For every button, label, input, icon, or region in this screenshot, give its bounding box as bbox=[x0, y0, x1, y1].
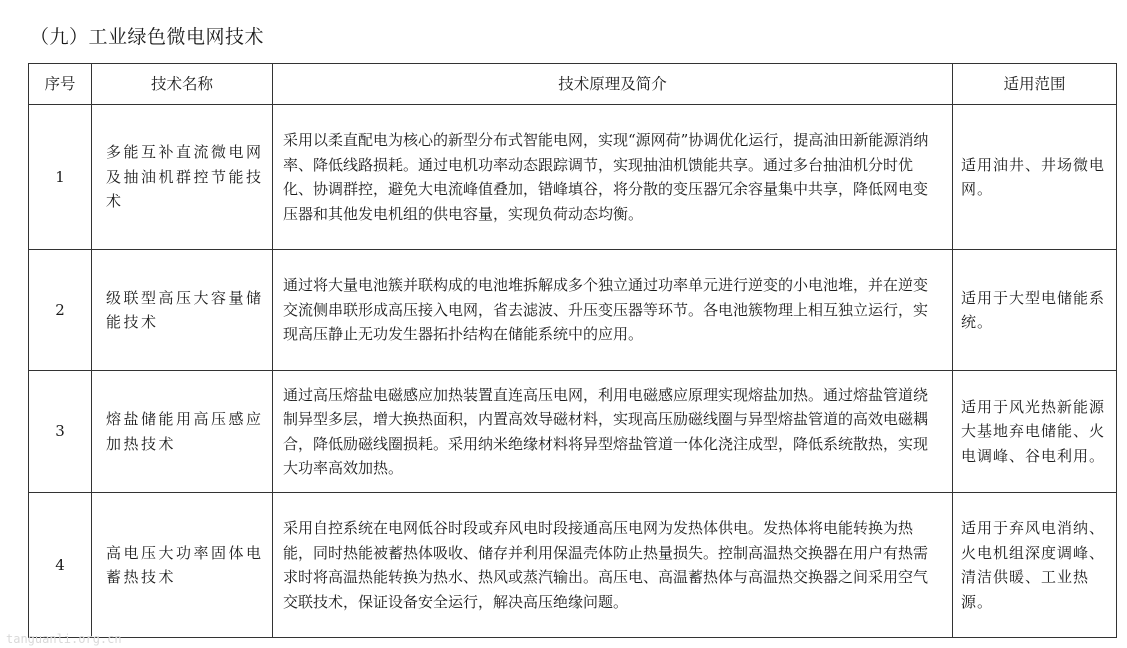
row-index: 1 bbox=[29, 105, 92, 250]
table-row bbox=[29, 250, 1117, 371]
table-row bbox=[29, 493, 1117, 638]
row-principle: 采用自控系统在电网低谷时段或弃风电时段接通高压电网为发热体供电。发热体将电能转换为热能，同时热能被蓄热体吸收、储存并利用保温壳体防止热量损失。控制高温热交换器在用户有热需求时将高温热能转换为热水、热风或蒸汽输出。高压电、高温蓄热体与高温热交换器之间采用空气交联技术，保证设备安全运行，解决高压绝缘问题。 bbox=[273, 493, 953, 638]
row-index: 2 bbox=[29, 250, 92, 371]
row-principle: 通过高压熔盐电磁感应加热装置直连高压电网，利用电磁感应原理实现熔盐加热。通过熔盐管道绕制异型多层，增大换热面积，内置高效导磁材料，实现高压励磁线圈与异型熔盐管道的高效电磁耦合，降低励磁线圈损耗。采用纳米绝缘材料将异型熔盐管道一体化浇注成型，降低系统散热，实现大功率高效加热。 bbox=[273, 371, 953, 493]
table-row bbox=[29, 371, 1117, 493]
row-tech-name: 级联型高压大容量储能技术 bbox=[92, 250, 273, 371]
technology-table bbox=[28, 63, 1117, 638]
row-principle: 采用以柔直配电为核心的新型分布式智能电网，实现“源网荷”协调优化运行，提高油田新能源消纳率、降低线路损耗。通过电机功率动态跟踪调节，实现抽油机馈能共享。通过多台抽油机分时优化、协调群控，避免大电流峰值叠加，错峰填谷，将分散的变压器冗余容量集中共享，降低网电变压器和其他发电机组的供电容量，实现负荷动态均衡。 bbox=[273, 105, 953, 250]
row-scope: 适用于风光热新能源大基地弃电储能、火电调峰、谷电利用。 bbox=[953, 371, 1117, 493]
row-index: 4 bbox=[29, 493, 92, 638]
row-scope: 适用油井、井场微电网。 bbox=[953, 105, 1117, 250]
row-scope: 适用于大型电储能系统。 bbox=[953, 250, 1117, 371]
header-scope: 适用范围 bbox=[953, 64, 1117, 105]
header-principle: 技术原理及简介 bbox=[273, 64, 953, 105]
table-row bbox=[29, 105, 1117, 250]
row-tech-name: 熔盐储能用高压感应加热技术 bbox=[92, 371, 273, 493]
row-index: 3 bbox=[29, 371, 92, 493]
row-scope: 适用于弃风电消纳、火电机组深度调峰、清洁供暖、工业热源。 bbox=[953, 493, 1117, 638]
header-tech-name: 技术名称 bbox=[92, 64, 273, 105]
row-tech-name: 多能互补直流微电网及抽油机群控节能技术 bbox=[92, 105, 273, 250]
row-principle: 通过将大量电池簇并联构成的电池堆拆解成多个独立通过功率单元进行逆变的小电池堆，并在逆变交流侧串联形成高压接入电网，省去滤波、升压变压器等环节。各电池簇物理上相互独立运行，实现高压静止无功发生器拓扑结构在储能系统中的应用。 bbox=[273, 250, 953, 371]
table-header-row bbox=[29, 64, 1117, 105]
watermark: tanguanli.org.cn bbox=[6, 632, 122, 646]
header-index: 序号 bbox=[29, 64, 92, 105]
row-tech-name: 高电压大功率固体电蓄热技术 bbox=[92, 493, 273, 638]
section-title: （九）工业绿色微电网技术 bbox=[30, 26, 265, 48]
